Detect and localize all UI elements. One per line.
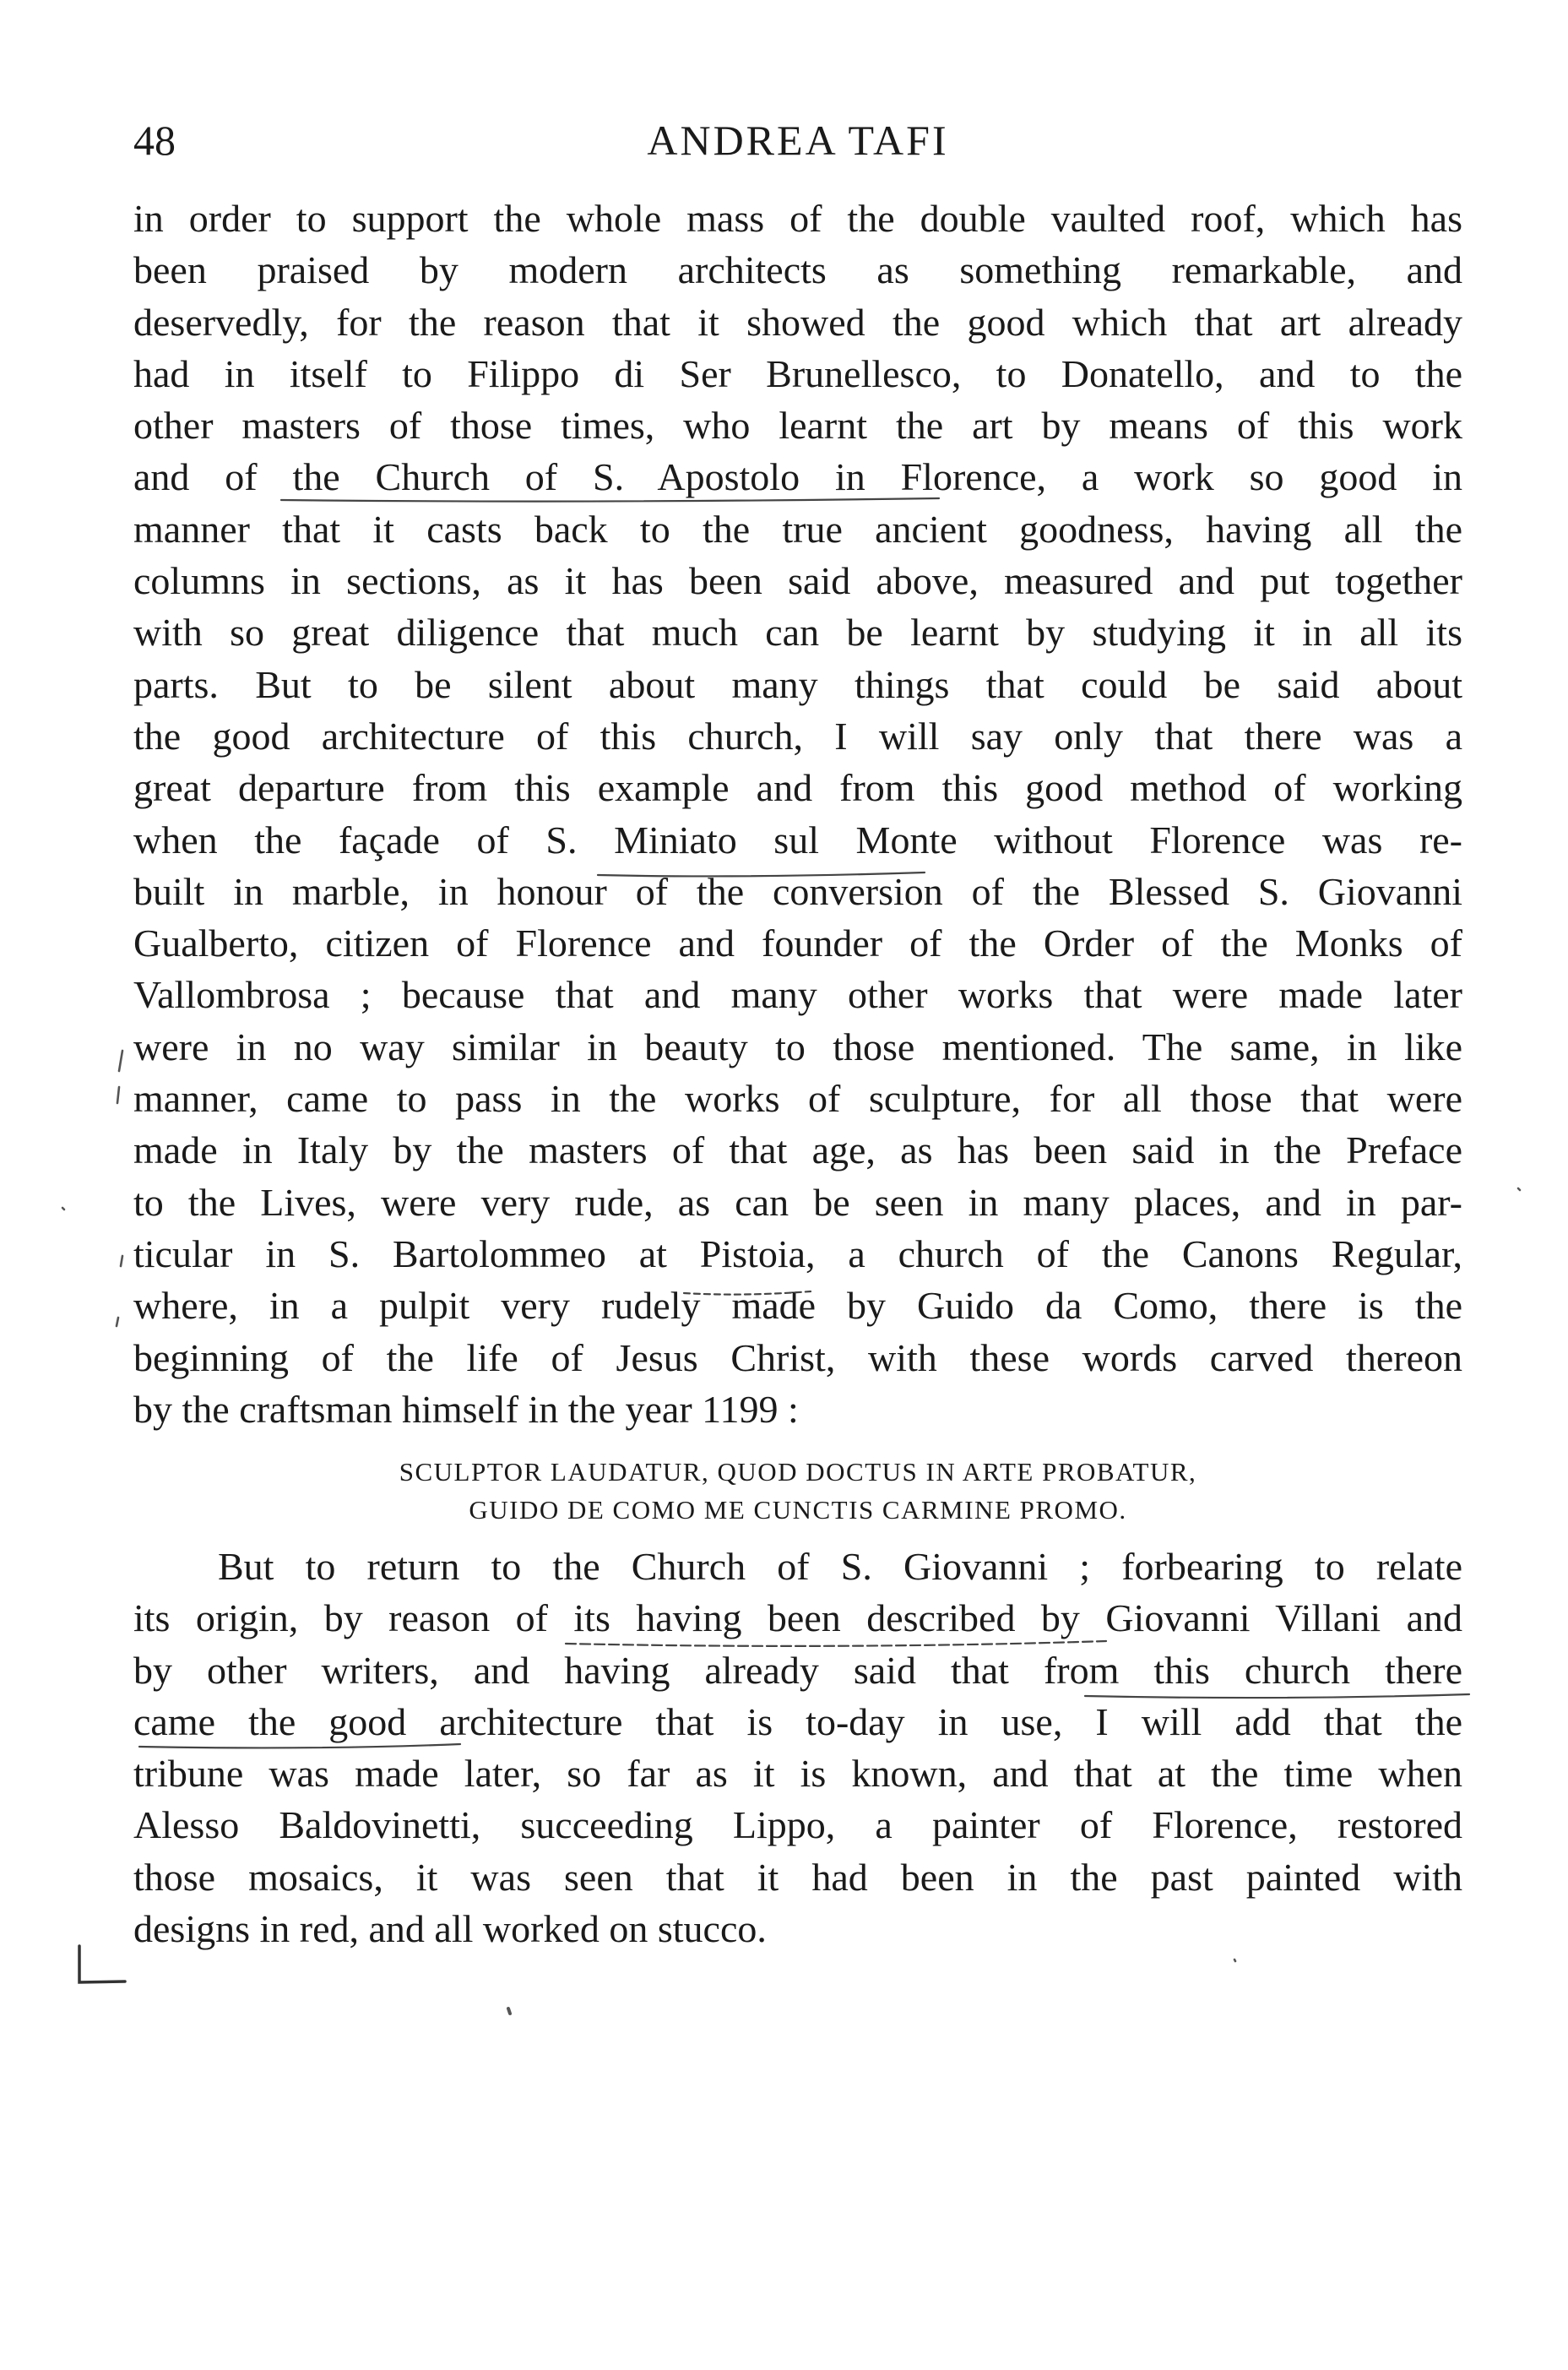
text-line: where, in a pulpit very rudely made by Guido da Como, there is the [133, 1284, 1462, 1328]
text-line: ticular in S. Bartolommeo at Pistoia, a church of the Canons Regular, [133, 1231, 1462, 1275]
margin-dot-mark [1234, 1960, 1235, 1961]
inscription-line: SCULPTOR LAUDATUR, QUOD DOCTUS IN ARTE PROBATUR, [399, 1457, 1197, 1487]
text-line: Alesso Baldovinetti, succeeding Lippo, a painter of Florence, restored [133, 1803, 1462, 1847]
text-line: were in no way similar in beauty to those mentioned. The same, in like [133, 1025, 1462, 1068]
text-line: But to return to the Church of S. Giovanni ; forbearing to relate [218, 1545, 1462, 1588]
page-number: 48 [133, 117, 176, 164]
margin-dot-mark [1518, 1188, 1520, 1190]
text-line: had in itself to Filippo di Ser Brunellesco, to Donatello, and to the [133, 351, 1462, 395]
text-line: great departure from this example and from this good method of working [133, 766, 1462, 810]
margin-tick-mark [117, 1087, 119, 1103]
underline-mark [684, 1291, 811, 1295]
underline-mark [566, 1641, 1106, 1646]
text-line: Gualberto, citizen of Florence and founder of the Order of the Monks of [133, 921, 1462, 965]
text-line: manner that it casts back to the true ancient goodness, having all the [133, 507, 1462, 551]
text-line: the good architecture of this church, I will say only that there was a [133, 714, 1462, 758]
margin-tick-mark [117, 1318, 118, 1326]
text-line: parts. But to be silent about many things that could be said about [133, 662, 1462, 706]
text-line: those mosaics, it was seen that it had been in the past painted with [133, 1855, 1462, 1899]
underline-mark [281, 498, 939, 502]
text-line: and of the Church of S. Apostolo in Florence, a work so good in [133, 455, 1462, 499]
text-line: with so great diligence that much can be learnt by studying it in all its [133, 611, 1462, 655]
text-line: made in Italy by the masters of that age, as has been said in the Preface [133, 1128, 1462, 1172]
text-line: columns in sections, as it has been said above, measured and put together [133, 559, 1462, 603]
text-line: when the façade of S. Miniato sul Monte without Florence was re- [133, 818, 1462, 862]
inscription-line: GUIDO DE COMO ME CUNCTIS CARMINE PROMO. [469, 1495, 1127, 1525]
text-line: its origin, by reason of its having been described by Giovanni Villani and [133, 1596, 1462, 1640]
text-line: manner, came to pass in the works of sculpture, for all those that were [133, 1077, 1462, 1121]
text-line: other masters of those times, who learnt the art by means of this work [133, 404, 1462, 448]
text-line: tribune was made later, so far as it is known, and that at the time when [133, 1752, 1462, 1796]
text-line: beginning of the life of Jesus Christ, with these words carved thereon [133, 1335, 1462, 1379]
underline-mark [598, 872, 925, 876]
text-line: Vallombrosa ; because that and many other works that were made later [133, 973, 1462, 1017]
margin-tick-mark [121, 1256, 122, 1266]
underline-mark [139, 1744, 460, 1748]
corner-bracket-mark [79, 1946, 125, 1982]
text-line: by the craftsman himself in the year 1199 : [133, 1387, 799, 1431]
text-line: by other writers, and having already said that from this church there [133, 1648, 1462, 1692]
text-line: deservedly, for the reason that it showed the good which that art already [133, 300, 1462, 344]
text-line: built in marble, in honour of the conversion of the Blessed S. Giovanni [133, 869, 1462, 913]
margin-dot-mark [508, 2009, 510, 2014]
text-line: in order to support the whole mass of the double vaulted roof, which has [133, 197, 1462, 240]
text-line: been praised by modern architects as something remarkable, and [133, 248, 1462, 292]
underline-mark [1085, 1694, 1469, 1698]
text-line: came the good architecture that is to-day in use, I will add that the [133, 1699, 1462, 1743]
running-title: ANDREA TAFI [647, 117, 949, 164]
margin-tick-mark [119, 1051, 122, 1071]
margin-dot-mark [62, 1208, 64, 1209]
text-line: to the Lives, were very rude, as can be seen in many places, and in par- [133, 1180, 1462, 1224]
text-line: designs in red, and all worked on stucco. [133, 1907, 767, 1951]
